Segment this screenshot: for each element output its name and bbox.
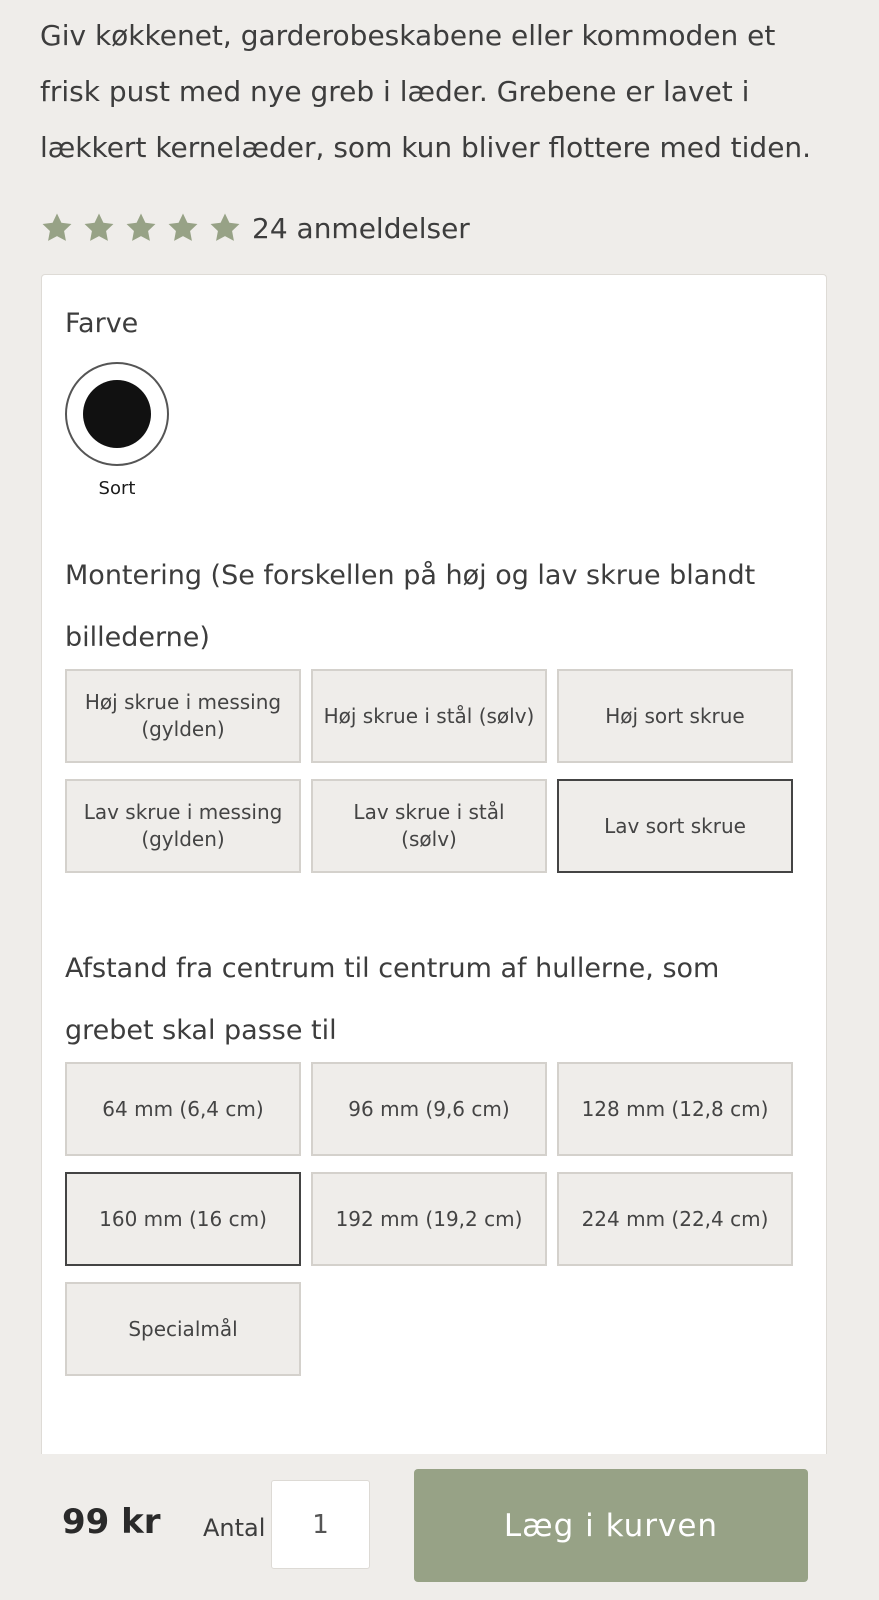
star-rating [40, 211, 250, 245]
mounting-choice-4[interactable]: Lav skrue i stål (sølv) [311, 779, 547, 873]
mounting-choice-1[interactable]: Høj skrue i stål (sølv) [311, 669, 547, 763]
mounting-option-title: Montering (Se forskellen på høj og lav skrue blandt billederne) [65, 560, 756, 653]
review-count[interactable]: 24 anmeldelser [252, 211, 470, 245]
product-options-panel [41, 274, 827, 1454]
star-icon [40, 211, 74, 245]
distance-choices [65, 1062, 793, 1376]
color-option-title: Farve [65, 308, 139, 339]
distance-option-title: Afstand fra centrum til centrum af hullerne, som grebet skal passe til [65, 953, 720, 1046]
mounting-choice-5[interactable]: Lav sort skrue [557, 779, 793, 873]
add-to-cart-button[interactable]: Læg i kurven [414, 1469, 808, 1582]
distance-choice-1[interactable]: 96 mm (9,6 cm) [311, 1062, 547, 1156]
color-swatch-sort[interactable] [65, 362, 169, 466]
mounting-choice-2[interactable]: Høj sort skrue [557, 669, 793, 763]
rating-summary[interactable] [40, 206, 470, 250]
mounting-choices [65, 669, 793, 873]
product-description: Giv køkkenet, garderobeskabene eller kommoden et frisk pust med nye greb i læder. Grebene er lavet i lækkert kernelæder, som kun bliver flottere med tiden. [40, 19, 812, 164]
distance-choice-3[interactable]: 160 mm (16 cm) [65, 1172, 301, 1266]
star-icon [124, 211, 158, 245]
distance-choice-5[interactable]: 224 mm (22,4 cm) [557, 1172, 793, 1266]
mounting-choice-3[interactable]: Lav skrue i messing (gylden) [65, 779, 301, 873]
distance-choice-0[interactable]: 64 mm (6,4 cm) [65, 1062, 301, 1156]
swatch-color [83, 380, 151, 448]
distance-choice-4[interactable]: 192 mm (19,2 cm) [311, 1172, 547, 1266]
price: 99 kr [62, 1502, 161, 1542]
distance-choice-2[interactable]: 128 mm (12,8 cm) [557, 1062, 793, 1156]
quantity-input[interactable] [271, 1480, 370, 1569]
quantity-label: Antal [203, 1514, 266, 1542]
mounting-choice-0[interactable]: Høj skrue i messing (gylden) [65, 669, 301, 763]
color-swatch-label: Sort [98, 478, 136, 499]
star-icon [166, 211, 200, 245]
star-icon [82, 211, 116, 245]
sticky-add-to-cart-bar [0, 1454, 879, 1600]
distance-choice-6[interactable]: Specialmål [65, 1282, 301, 1376]
star-icon [208, 211, 242, 245]
